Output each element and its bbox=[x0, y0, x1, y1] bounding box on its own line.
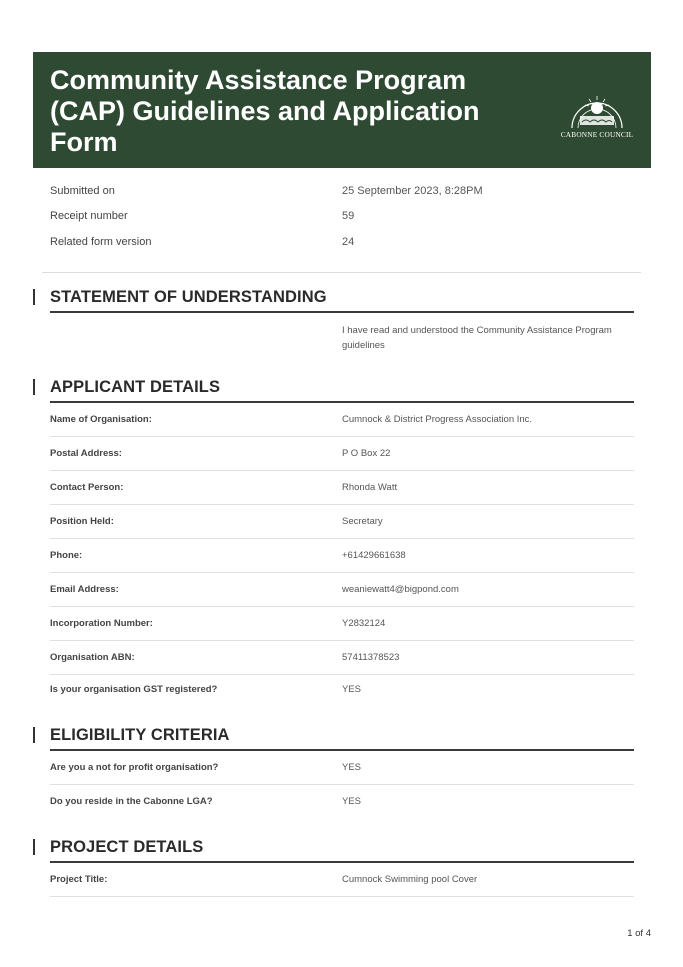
table-row bbox=[50, 403, 634, 437]
meta-label: Receipt number bbox=[50, 210, 128, 222]
section-title-statement: STATEMENT OF UNDERSTANDING bbox=[50, 288, 327, 306]
field-value: Cumnock & District Progress Association Inc. bbox=[342, 414, 533, 425]
table-row bbox=[50, 607, 634, 641]
field-value: P O Box 22 bbox=[342, 448, 391, 459]
field-value: YES bbox=[342, 762, 362, 773]
table-row bbox=[50, 573, 634, 607]
field-value: weaniewatt4@bigpond.com bbox=[342, 584, 459, 595]
section-marker bbox=[33, 839, 35, 855]
field-value: Secretary bbox=[342, 516, 383, 527]
field-label: Do you reside in the Cabonne LGA? bbox=[50, 796, 213, 807]
field-value: Rhonda Watt bbox=[342, 482, 398, 493]
field-value: +61429661638 bbox=[342, 550, 406, 561]
meta-label: Submitted on bbox=[50, 185, 115, 197]
statement-text: I have read and understood the Community Assistance Program guidelines bbox=[342, 325, 612, 351]
table-row bbox=[50, 505, 634, 539]
field-label: Name of Organisation: bbox=[50, 414, 152, 425]
table-row bbox=[50, 751, 634, 785]
table-row bbox=[50, 539, 634, 573]
table-row bbox=[50, 863, 634, 897]
field-label: Postal Address: bbox=[50, 448, 122, 459]
table-row bbox=[50, 471, 634, 505]
table-row bbox=[50, 785, 634, 819]
field-label: Organisation ABN: bbox=[50, 652, 135, 663]
field-label: Project Title: bbox=[50, 874, 108, 885]
page-number: 1 of 4 bbox=[627, 928, 651, 939]
field-value: Cumnock Swimming pool Cover bbox=[342, 874, 478, 885]
field-value: 57411378523 bbox=[342, 652, 400, 663]
section-title-eligibility: ELIGIBILITY CRITERIA bbox=[50, 726, 230, 744]
meta-value: 25 September 2023, 8:28PM bbox=[342, 185, 483, 197]
table-row bbox=[50, 673, 634, 707]
section-title-applicant: APPLICANT DETAILS bbox=[50, 378, 221, 396]
meta-value: 59 bbox=[342, 210, 355, 222]
field-label: Phone: bbox=[50, 550, 83, 561]
field-label: Position Held: bbox=[50, 516, 114, 527]
meta-value: 24 bbox=[342, 236, 355, 248]
field-value: Y2832124 bbox=[342, 618, 386, 629]
cabonne-council-logo bbox=[558, 82, 636, 144]
section-rule bbox=[50, 311, 634, 313]
field-label: Contact Person: bbox=[50, 482, 124, 493]
field-label: Is your organisation GST registered? bbox=[50, 684, 218, 695]
field-value: YES bbox=[342, 684, 362, 695]
table-row bbox=[50, 437, 634, 471]
row-divider bbox=[50, 896, 634, 897]
meta-label: Related form version bbox=[50, 236, 152, 248]
form-title: Community Assistance Program (CAP) Guidelines and Application Form bbox=[50, 65, 480, 157]
field-label: Email Address: bbox=[50, 584, 119, 595]
field-label: Are you a not for profit organisation? bbox=[50, 762, 219, 773]
section-marker bbox=[33, 289, 35, 305]
field-value: YES bbox=[342, 796, 362, 807]
field-label: Incorporation Number: bbox=[50, 618, 153, 629]
section-marker bbox=[33, 727, 35, 743]
form-header bbox=[33, 52, 651, 168]
divider bbox=[42, 272, 641, 273]
section-title-project: PROJECT DETAILS bbox=[50, 838, 204, 856]
logo-caption: CABONNE COUNCIL bbox=[560, 130, 634, 139]
section-marker bbox=[33, 379, 35, 395]
table-row bbox=[50, 641, 634, 675]
